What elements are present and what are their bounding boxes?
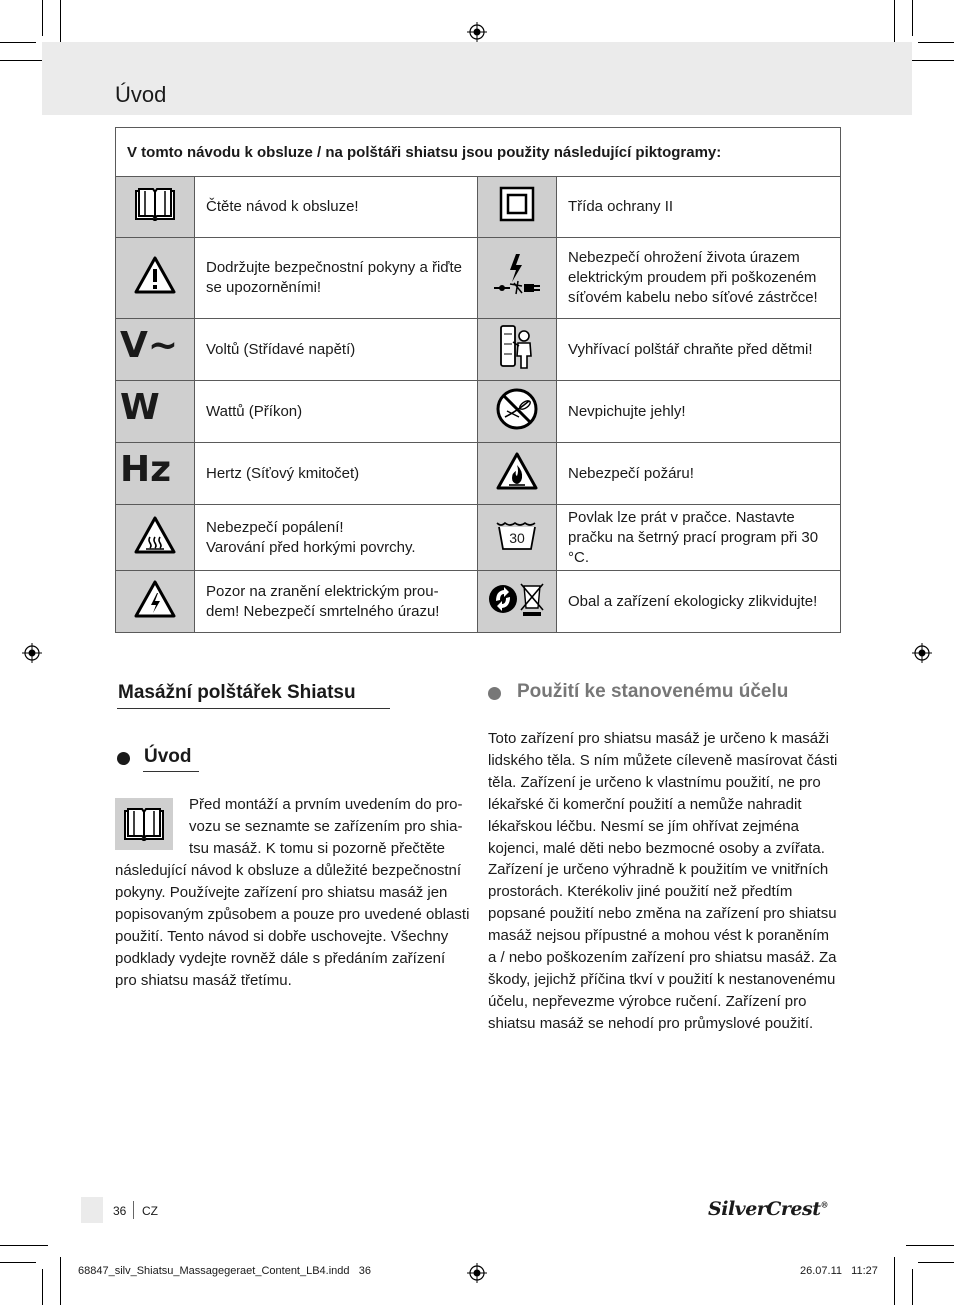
page-title: Úvod <box>115 82 167 107</box>
pictogram-desc: Obal a zařízení ekologicky zlikvidujte! <box>557 571 841 633</box>
title-underline <box>143 771 199 772</box>
footer-tab <box>81 1197 103 1223</box>
crop-mark <box>918 42 954 43</box>
crop-mark <box>906 60 954 61</box>
pictogram-desc: Hertz (Síťový kmitočet) <box>195 443 478 505</box>
header-band <box>42 42 912 115</box>
crop-mark <box>912 1269 913 1305</box>
intended-use-title: Použití ke stanovenému účelu <box>517 681 789 702</box>
crop-mark <box>42 0 43 36</box>
crop-mark <box>0 42 36 43</box>
pictogram-desc: Čtěte návod k obsluze! <box>195 177 478 238</box>
crop-mark <box>60 1257 61 1305</box>
crop-mark <box>0 1245 48 1246</box>
registration-mark-icon <box>22 643 42 663</box>
recycling-disposal-icon <box>478 571 557 633</box>
manual-book-icon <box>115 798 173 850</box>
slug-date: 26.07.11 11:27 <box>800 1265 878 1277</box>
hot-surface-icon <box>116 505 195 571</box>
intro-line: tsu masáž. K tomu si pozorně přečtěte <box>189 839 445 857</box>
intro-title: Úvod <box>144 746 192 767</box>
no-needles-icon <box>478 381 557 443</box>
crop-mark <box>0 1262 36 1263</box>
slug-filename: 68847_silv_Shiatsu_Massagegeraet_Content_LB4.indd 36 <box>78 1265 371 1277</box>
intro-indented-text <box>189 794 469 860</box>
crop-mark <box>0 60 48 61</box>
pictogram-desc: Dodržujte bezpečnostní pokyny a řiďte se upozorněními! <box>195 238 478 319</box>
pictogram-table <box>115 127 841 633</box>
crop-mark <box>906 1245 954 1246</box>
crop-mark <box>894 0 895 48</box>
pictogram-desc: Povlak lze prát v pračce. Nastavte pračku na šetrný prací program při 30 °C. <box>557 505 841 571</box>
intro-line: Před montáží a prvním uvedením do pro- <box>189 796 463 813</box>
manual-book-icon <box>116 177 195 238</box>
crop-mark <box>918 1262 954 1263</box>
wash-30-icon <box>478 505 557 571</box>
voltage-symbol <box>116 319 195 381</box>
crop-mark <box>42 1269 43 1305</box>
language-code: CZ <box>142 1204 158 1218</box>
crop-mark <box>912 0 913 36</box>
electric-shock-triangle-icon <box>116 571 195 633</box>
bullet-icon <box>488 687 501 700</box>
warning-triangle-icon <box>116 238 195 319</box>
crop-mark <box>60 0 61 48</box>
brand-logo <box>708 1198 828 1220</box>
watt-symbol <box>116 381 195 443</box>
pictogram-desc: Nebezpečí ohrožení života úrazem elektrickým proudem při poškozeném síťovém kabelu nebo síťové zástrčce! <box>557 238 841 319</box>
intro-line: vozu se seznamte se zařízením pro shia- <box>189 817 463 835</box>
pictogram-desc: Wattů (Příkon) <box>195 381 478 443</box>
registration-mark-icon <box>467 1263 487 1283</box>
pictogram-desc: Nebezpečí popálení! Varování před horkými povrchy. <box>195 505 478 571</box>
pictogram-table-heading: V tomto návodu k obsluze / na polštáři shiatsu jsou použity následující piktogramy: <box>116 128 841 177</box>
title-underline <box>117 708 390 709</box>
hertz-symbol-text: Hz <box>120 449 172 490</box>
protection-class-ii-icon <box>478 177 557 238</box>
crop-mark <box>894 1257 895 1305</box>
electric-hazard-plug-icon <box>478 238 557 319</box>
voltage-symbol-text: V~ <box>120 325 179 366</box>
registration-mark-icon <box>912 643 932 663</box>
pictogram-desc: Voltů (Střídavé napětí) <box>195 319 478 381</box>
brand-registered-mark: ® <box>820 1199 828 1210</box>
hertz-symbol <box>116 443 195 505</box>
brand-name: SilverCrest <box>708 1198 821 1220</box>
footer-divider <box>133 1201 134 1219</box>
watt-symbol-text: W <box>120 387 160 428</box>
intro-body-text: následující návod k obsluze a důležité bezpečnostní pokyny. Používejte zařízení pro shiatsu masáž jen popisovaným způsobem a pouze pro uvedené oblasti použití. Tento návod si dobře uschovejte. Všechny podklady vydejte rovněž dále s předáním zařízení pro shiatsu masáž třetímu. <box>115 862 470 989</box>
pictogram-desc: Vyhřívací polštář chraňte před dětmi! <box>557 319 841 381</box>
intended-use-body: Toto zařízení pro shiatsu masáž je určeno k masáži lidského těla. S ním můžete cíleveně masírovat části těla. Zařízení je určeno k vlastnímu použití, ne pro lékařské či komerční použití a nemůže nahradit lékařskou léčbu. Nesmí se jím ohřívat zejména kojenci, malé děti nebo bezmocné osoby a zvířata. Zařízení je určeno výhradně k použitím ve vnitřních prostorách. Kterékoliv jiné použití než předtím popsané použití nebo změna na zařízení pro shiatsu masáž nejsou přípustné a mohou vést k poraněním a / nebo poškozením zařízení pro shiatsu masáž. Za škody, jejichž příčina tkví v použití k nestanovenému účelu, nepřevezme výrobce ručení. Zařízení pro shiatsu masáž se nehodí pro průmyslové použití. <box>488 730 838 1032</box>
page-number: 36 <box>113 1204 127 1218</box>
pictogram-desc: Pozor na zranění elektrickým prou- dem! Nebezpečí smrtelného úrazu! <box>195 571 478 633</box>
wash-temperature-label: 30 <box>509 530 525 546</box>
product-title: Masážní polštářek Shiatsu <box>118 682 356 703</box>
pictogram-desc: Nebezpečí požáru! <box>557 443 841 505</box>
bullet-icon <box>117 752 130 765</box>
fire-hazard-icon <box>478 443 557 505</box>
pictogram-desc: Třída ochrany II <box>557 177 841 238</box>
registration-mark-icon <box>467 22 487 42</box>
pictogram-desc: Nevpichujte jehly! <box>557 381 841 443</box>
keep-away-children-icon <box>478 319 557 381</box>
